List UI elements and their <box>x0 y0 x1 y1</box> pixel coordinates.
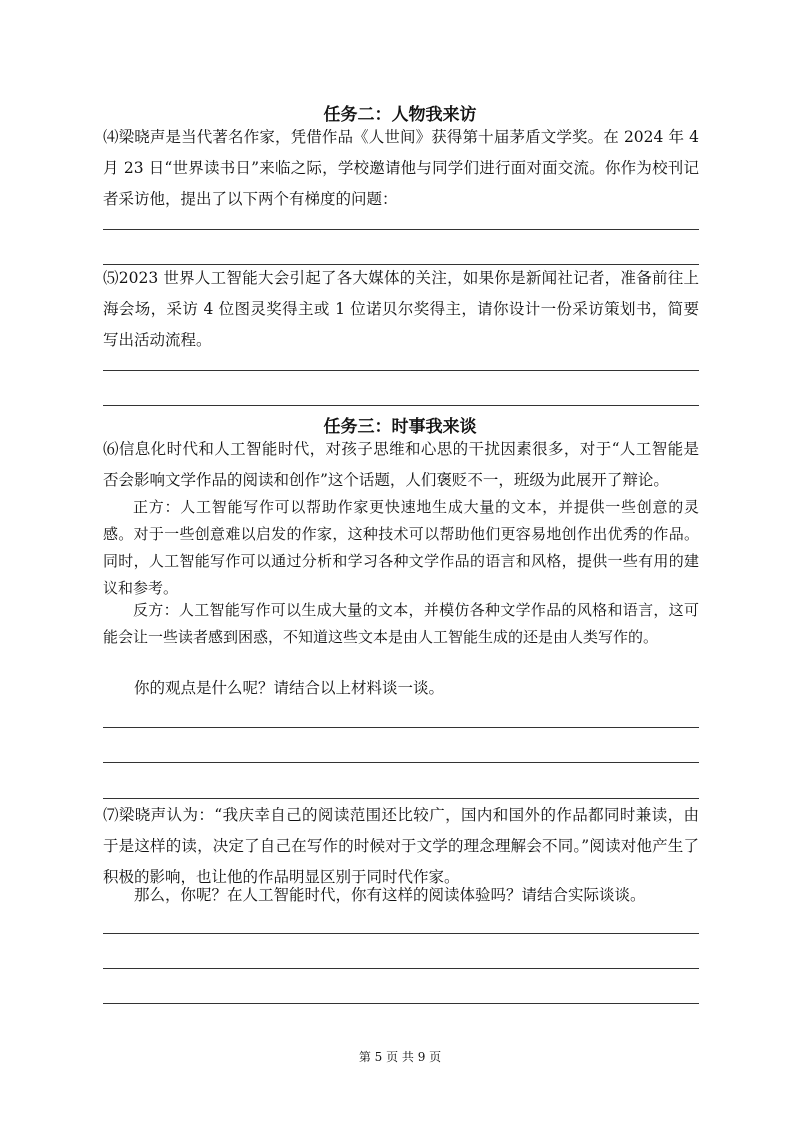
question-6-intro: ⑹信息化时代和人工智能时代，对孩子思维和心思的干扰因素很多，对于“人工智能是否会影响文学作品的阅读和创作”这个话题，人们褒贬不一，班级为此展开了辩论。 <box>103 440 699 489</box>
question-5: ⑸2023 世界人工智能大会引起了各大媒体的关注，如果你是新闻社记者，准备前往上海会场，采访 4 位图灵奖得主或 1 位诺贝尔奖得主，请你设计一份采访策划书，简要写出活动流程。 <box>103 269 699 349</box>
answer-line <box>103 1003 699 1004</box>
page-number: 第 5 页 共 9 页 <box>358 1050 442 1064</box>
question-7-intro: ⑺梁晓声认为：“我庆幸自己的阅读范围还比较广，国内和国外的作品都同时兼读，由于是这样的读，决定了自己在写作的时候对于文学的理念理解会不同。”阅读对他产生了积极的影响，也让他的作品明显区别于同时代作家。 <box>103 806 699 886</box>
answer-line <box>103 229 699 230</box>
answer-line <box>103 933 699 934</box>
answer-line <box>103 968 699 969</box>
answer-line <box>103 405 699 406</box>
answer-line <box>103 727 699 728</box>
task2-heading: 任务二：人物我来访 <box>323 105 477 125</box>
answer-line <box>103 370 699 371</box>
answer-line <box>103 798 699 799</box>
task3-heading: 任务三：时事我来谈 <box>323 417 477 437</box>
question-6-pro-argument: 正方：人工智能写作可以帮助作家更快速地生成大量的文本，并提供一些创意的灵感。对于一些创意难以启发的作家，这种技术可以帮助他们更容易地创作出优秀的作品。同时，人工智能写作可以通过分析和学习各种文学作品的语言和风格，提供一些有用的建议和参考。 <box>103 498 699 597</box>
question-6-con-argument: 反方：人工智能写作可以生成大量的文本，并模仿各种文学作品的风格和语言，这可能会让一些读者感到困惑，不知道这些文本是由人工智能生成的还是由人类写作的。 <box>103 601 699 646</box>
question-6-prompt: 你的观点是什么呢？请结合以上材料谈一谈。 <box>134 679 445 697</box>
answer-line <box>103 762 699 763</box>
question-4: ⑷梁晓声是当代著名作家，凭借作品《人世间》获得第十届茅盾文学奖。在 2024 年 4 月 23 日“世界读书日”来临之际，学校邀请他与同学们进行面对面交流。你作为校刊记者采访他，提出了以下两个有梯度的问题： <box>103 128 699 208</box>
question-7-prompt: 那么，你呢？在人工智能时代，你有这样的阅读体验吗？请结合实际谈谈。 <box>134 886 646 904</box>
